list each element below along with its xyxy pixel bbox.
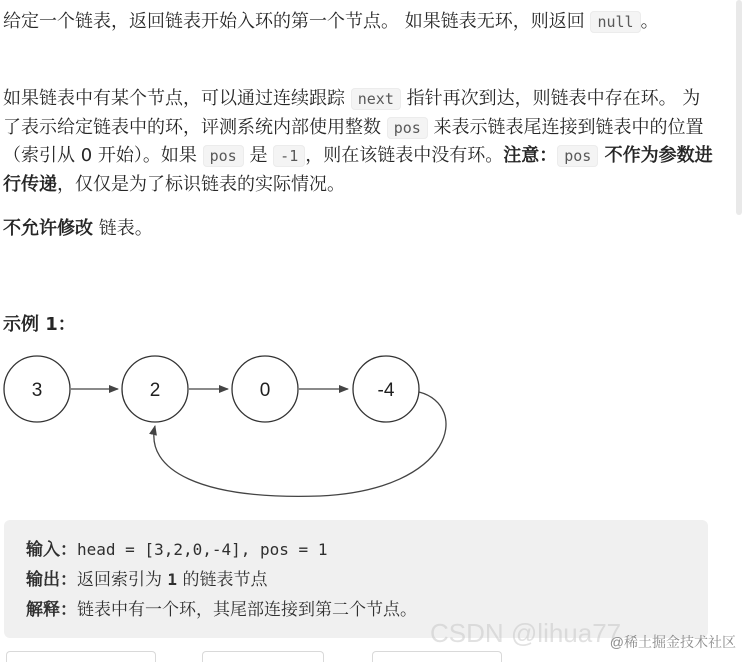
scrollbar[interactable] (736, 0, 742, 215)
input-label: 输入： (26, 540, 77, 560)
problem-paragraph-2 (3, 85, 715, 199)
example-explain-line (26, 598, 417, 622)
pos-code: pos (387, 117, 428, 139)
p2-text-3: 来表示链表尾连接到链表中的位置（索引从 0 开始）。如果 (3, 116, 704, 166)
not-param-text: 不作为参数进行传递 (3, 145, 713, 195)
example-input-line (26, 538, 327, 562)
p2-text-1: 如果链表中有某个节点，可以通过连续跟踪 (3, 88, 351, 109)
null-code: null (590, 11, 640, 33)
node-3-label: 3 (31, 380, 43, 401)
juejin-watermark: @稀土掘金技术社区 (609, 634, 736, 650)
p2-text-4: 是 (243, 145, 274, 166)
pos-code-2: pos (203, 145, 244, 167)
explain-label: 解释： (26, 600, 77, 620)
node-3 (4, 356, 70, 422)
explain-value: 链表中有一个环，其尾部连接到第二个节点。 (77, 600, 417, 620)
no-modify-bold: 不允许修改 (3, 218, 93, 239)
neg1-code: -1 (273, 145, 305, 167)
p2-text-2: 指针再次到达，则链表中存在环。 为了表示给定链表中的环，评测系统内部使用整数 (3, 88, 701, 138)
node-2 (122, 356, 188, 422)
output-tail: 的链表节点 (177, 570, 268, 590)
output-label: 输出： (26, 570, 77, 590)
linked-list-diagram (0, 350, 470, 510)
problem-paragraph-3 (3, 215, 715, 244)
node-2-label: 2 (149, 380, 161, 401)
p2-text-5: ，则在该链表中没有环。 (305, 145, 504, 166)
problem-paragraph-1 (3, 8, 715, 37)
next-code: next (351, 88, 401, 110)
node-0-label: 0 (259, 380, 271, 401)
node-neg4 (353, 356, 419, 422)
bottom-tab-3[interactable] (372, 651, 502, 662)
node-neg4-label: -4 (377, 380, 395, 401)
p1-text: 给定一个链表，返回链表开始入环的第一个节点。 如果链表无环，则返回 (3, 11, 591, 32)
node-0 (232, 356, 298, 422)
pos-code-3: pos (557, 145, 598, 167)
p1-tail: 。 (640, 11, 659, 32)
example-title: 示例 1： (3, 314, 76, 335)
csdn-watermark: CSDN @lihua77 (430, 618, 622, 648)
bottom-tab-1[interactable] (6, 651, 156, 662)
output-index: 1 (167, 570, 178, 589)
p3-text: 链表。 (93, 218, 153, 239)
output-text: 返回索引为 (77, 570, 168, 590)
input-value: head = [3,2,0,-4], pos = 1 (77, 540, 328, 559)
bottom-tab-2[interactable] (202, 651, 324, 662)
p2-text-6: ，仅仅是为了标识链表的实际情况。 (57, 173, 345, 195)
note-label: 注意： (503, 145, 558, 166)
example-output-line (26, 568, 267, 592)
